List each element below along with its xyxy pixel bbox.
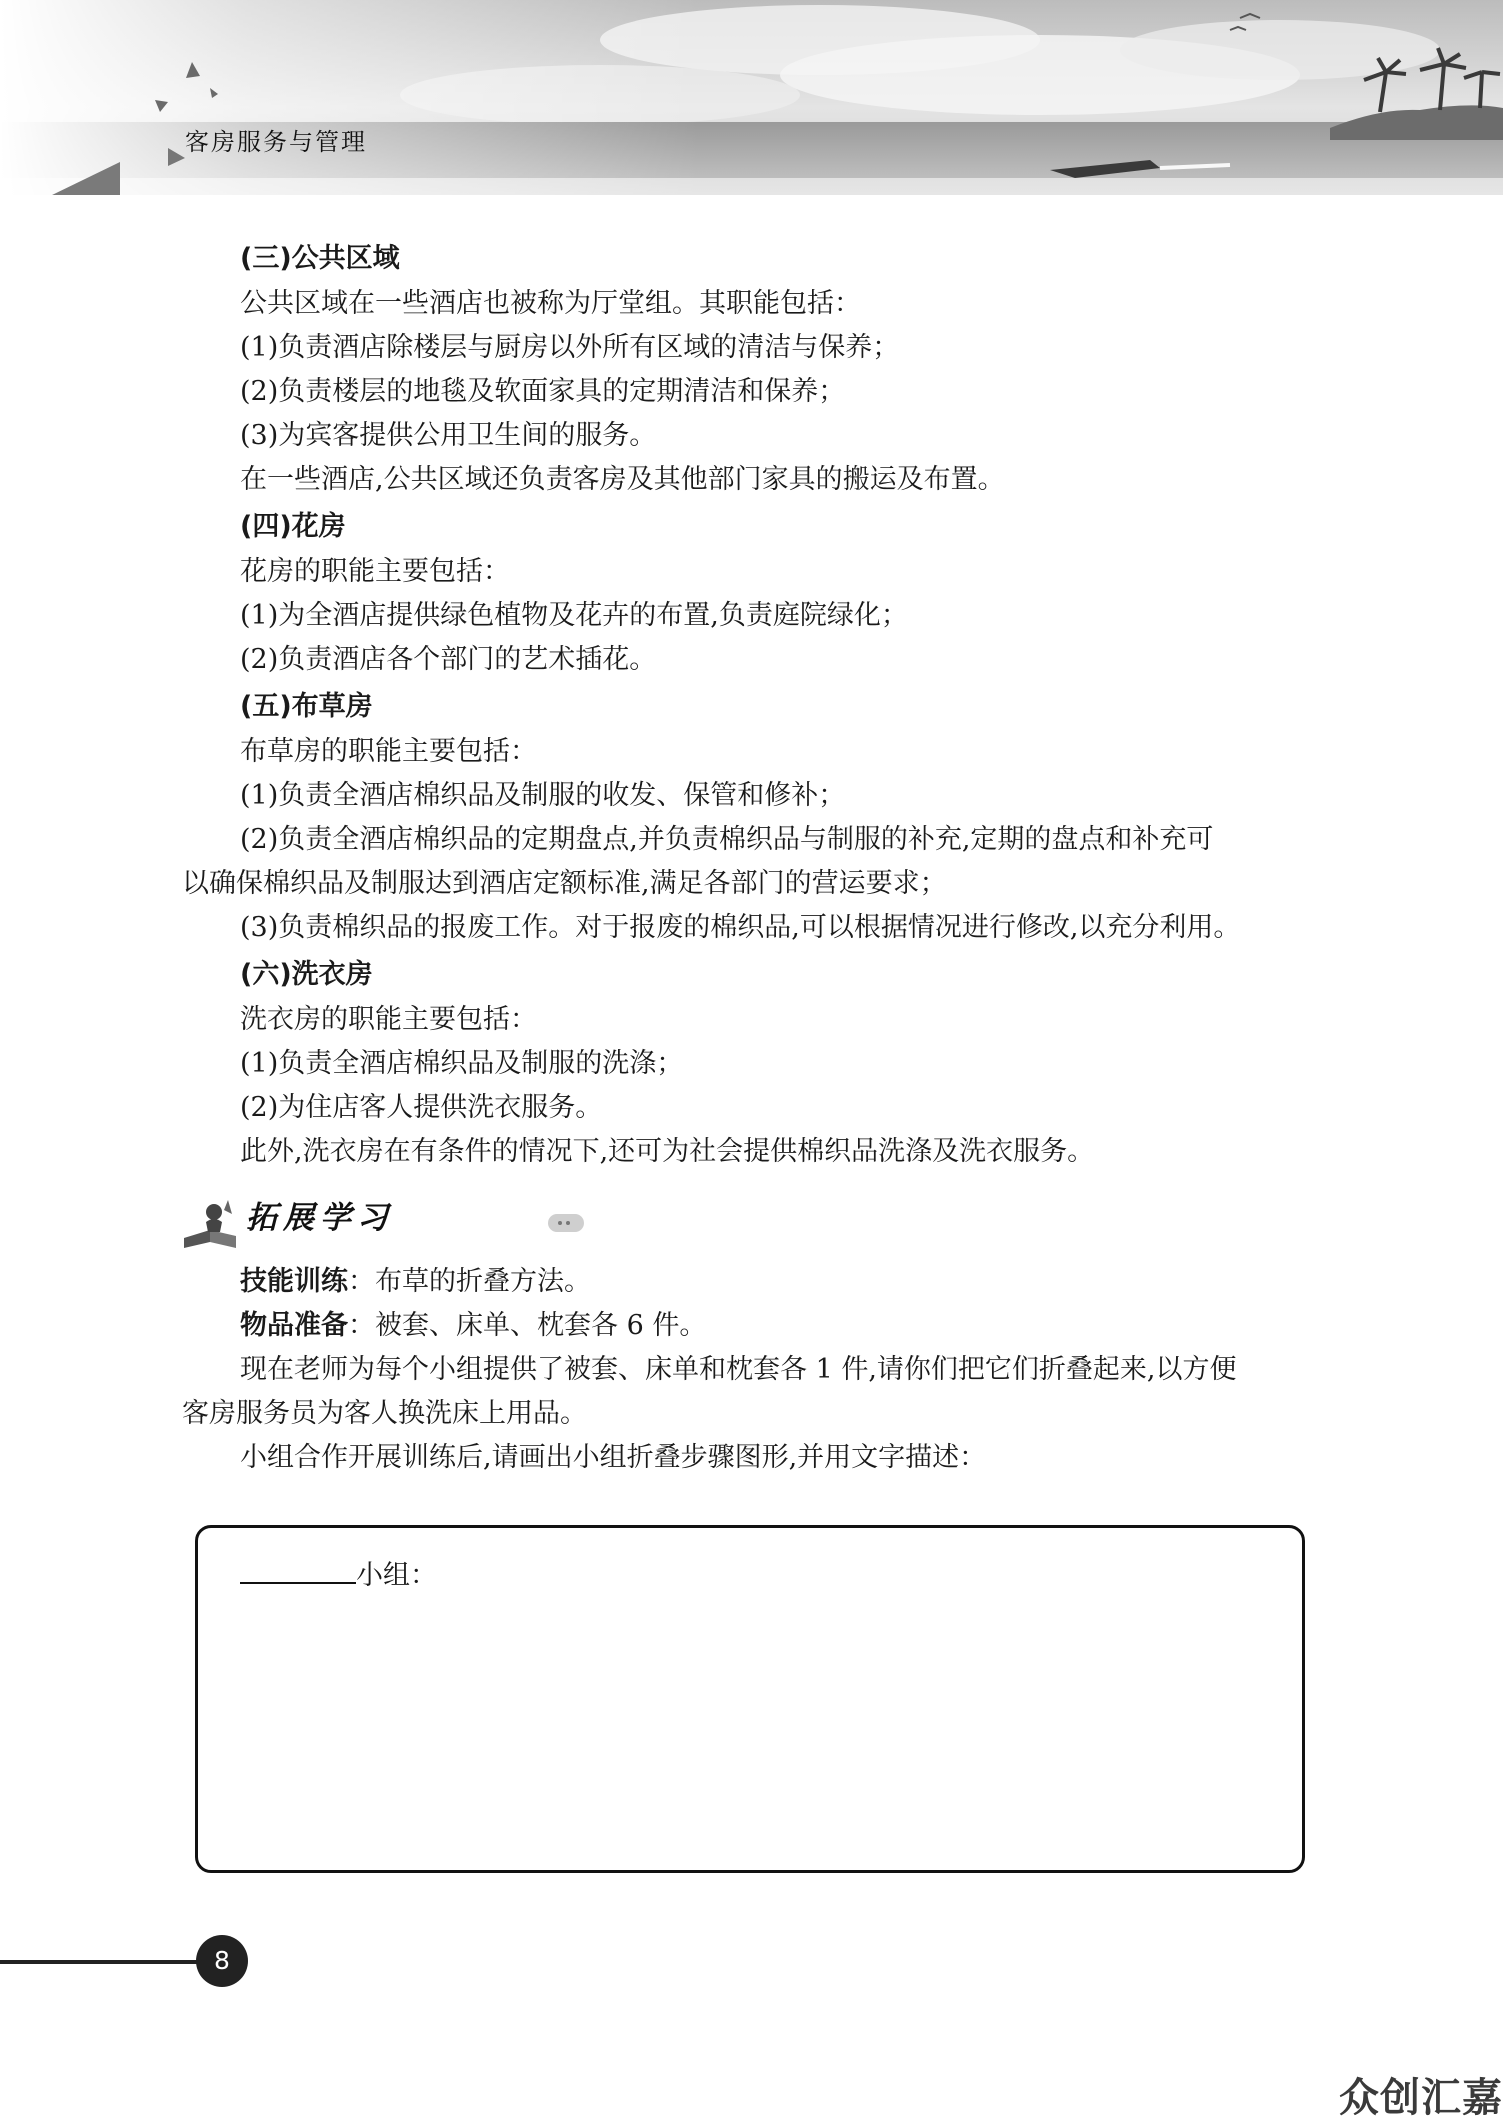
watermark-logo: 众创汇嘉: [1339, 2075, 1503, 2121]
drawing-answer-box[interactable]: [195, 1525, 1305, 1873]
group-name-line: [240, 1554, 437, 1596]
paragraph-line: 以确保棉织品及制服达到酒店定额标准,满足各部门的营运要求；: [182, 868, 947, 899]
paragraph-line: (1)负责全酒店棉织品及制服的收发、保管和修补；: [240, 780, 846, 811]
skill-training-text: ：布草的折叠方法。: [348, 1266, 591, 1297]
group-name-blank[interactable]: [240, 1554, 356, 1584]
page-body: [182, 236, 1322, 1480]
item-preparation-text: ：被套、床单、枕套各 6 件。: [348, 1310, 707, 1341]
section-heading-flower-room: (四)花房: [240, 511, 346, 542]
paragraph-line: 客房服务员为客人换洗床上用品。: [182, 1398, 587, 1429]
paragraph-line: (3)负责棉织品的报废工作。对于报废的棉织品,可以根据情况进行修改,以充分利用。: [240, 912, 1241, 943]
paragraph-line: (3)为宾客提供公用卫生间的服务。: [240, 420, 657, 451]
footer-rule: [0, 1960, 208, 1964]
paragraph-line: 洗衣房的职能主要包括：: [240, 1004, 537, 1035]
paragraph-line: (2)负责全酒店棉织品的定期盘点,并负责棉织品与制服的补充,定期的盘点和补充可: [240, 824, 1214, 855]
paragraph-line: (1)为全酒店提供绿色植物及花卉的布置,负责庭院绿化；: [240, 600, 908, 631]
paragraph-line: (1)负责酒店除楼层与厨房以外所有区域的清洁与保养；: [240, 332, 900, 363]
beach-banner-illustration: [0, 0, 1503, 195]
paragraph-line: 现在老师为每个小组提供了被套、床单和枕套各 1 件,请你们把它们折叠起来,以方便: [240, 1354, 1237, 1385]
paragraph-line: 花房的职能主要包括：: [240, 556, 510, 587]
skill-training-line: [182, 1260, 1322, 1304]
book-title: 客房服务与管理: [185, 128, 367, 156]
paragraph-line: 在一些酒店,公共区域还负责客房及其他部门家具的搬运及布置。: [240, 464, 1005, 495]
page-header-banner: [0, 0, 1503, 195]
paragraph-line: 小组合作开展训练后,请画出小组折叠步骤图形,并用文字描述：: [240, 1442, 987, 1473]
section-heading-linen-room: (五)布草房: [240, 691, 373, 722]
paragraph-line: (2)负责楼层的地毯及软面家具的定期清洁和保养；: [240, 376, 846, 407]
extension-title-text: 拓展学习: [246, 1200, 394, 1236]
paragraph-line: (2)为住店客人提供洗衣服务。: [240, 1092, 603, 1123]
extension-learning-title: [182, 1190, 1322, 1254]
paragraph-line: (1)负责全酒店棉织品及制服的洗涤；: [240, 1048, 684, 1079]
reading-book-icon: [180, 1194, 250, 1248]
section-heading-public-area: (三)公共区域: [240, 243, 400, 274]
paragraph-line: 公共区域在一些酒店也被称为厅堂组。其职能包括：: [240, 288, 861, 319]
skill-training-label: 技能训练: [240, 1266, 348, 1297]
section-heading-laundry: (六)洗衣房: [240, 959, 373, 990]
item-preparation-line: [182, 1304, 1322, 1348]
paragraph-line: 布草房的职能主要包括：: [240, 736, 537, 767]
paragraph-line: 此外,洗衣房在有条件的情况下,还可为社会提供棉织品洗涤及洗衣服务。: [240, 1136, 1095, 1167]
speech-bubble-icon: [548, 1212, 588, 1236]
paragraph-line: (2)负责酒店各个部门的艺术插花。: [240, 644, 657, 675]
page-number: 8: [196, 1935, 248, 1987]
group-label: 小组：: [356, 1560, 437, 1591]
item-preparation-label: 物品准备: [240, 1310, 348, 1341]
